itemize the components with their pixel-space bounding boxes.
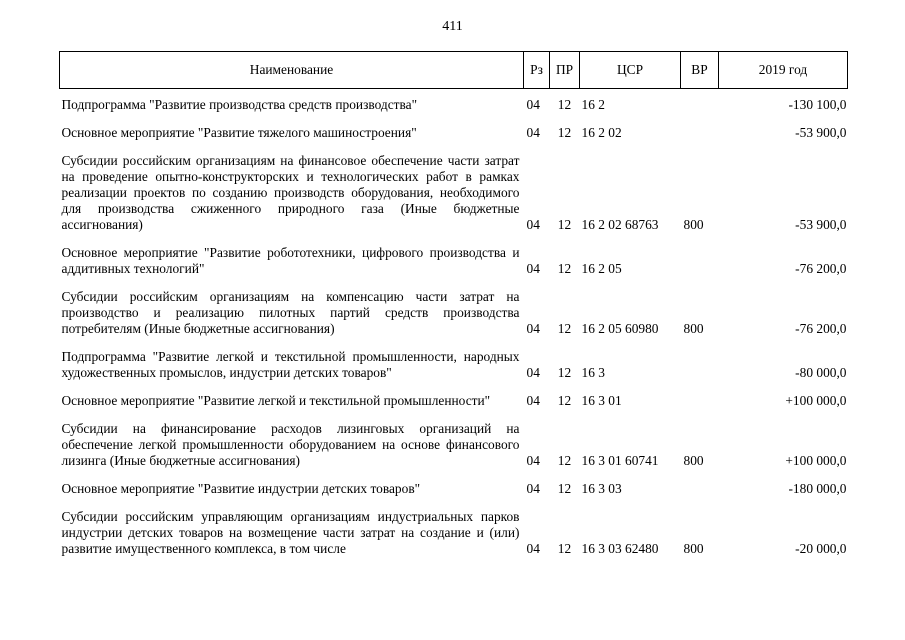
row-vr: 800 — [683, 321, 704, 336]
header-vr: ВР — [681, 52, 719, 89]
row-csr: 16 3 01 60741 — [581, 453, 659, 468]
row-amount: -130 100,0 — [788, 97, 847, 112]
row-vr: 800 — [683, 217, 704, 232]
table-row — [60, 116, 848, 144]
row-name: Субсидии российским организациям на финансовое обеспечение части затрат на проведение опытно-конструкторских и технологических работ в рамках реализации проектов по созданию производств оборудования, необходимого для производства сжиженного природного газа (Иные бюджетные ассигнования) — [61, 153, 520, 232]
budget-table — [59, 51, 848, 560]
page-number: 411 — [442, 19, 463, 34]
row-amount: -53 900,0 — [795, 125, 847, 140]
row-pr: 12 — [557, 541, 572, 556]
row-rz: 04 — [526, 321, 540, 336]
row-pr: 12 — [557, 261, 572, 276]
row-rz: 04 — [526, 393, 540, 408]
row-name: Основное мероприятие "Развитие легкой и текстильной промышленности" — [61, 393, 491, 408]
row-csr: 16 3 03 62480 — [581, 541, 659, 556]
row-pr: 12 — [557, 365, 572, 380]
row-name: Подпрограмма "Развитие легкой и текстильной промышленности, народных художественных промыслов, индустрии детских товаров" — [61, 349, 520, 380]
row-amount: -76 200,0 — [795, 261, 847, 276]
row-amount: -80 000,0 — [795, 365, 847, 380]
row-pr: 12 — [557, 97, 572, 112]
table-row — [60, 472, 848, 500]
table-row — [60, 280, 848, 340]
row-rz: 04 — [526, 217, 540, 232]
row-rz: 04 — [526, 261, 540, 276]
row-csr: 16 3 01 — [581, 393, 622, 408]
row-rz: 04 — [526, 125, 540, 140]
row-vr — [681, 236, 719, 280]
table-row — [60, 97, 848, 116]
row-pr: 12 — [557, 393, 572, 408]
row-name: Субсидии российским управляющим организациям индустриальных парков индустрии детских товаров на возмещение части затрат на создание и (или) развитие имущественного комплекса, в том числе — [61, 509, 520, 556]
table-row — [60, 412, 848, 472]
table-row — [60, 340, 848, 384]
row-csr: 16 2 05 — [581, 261, 622, 276]
row-amount: -76 200,0 — [795, 321, 847, 336]
row-amount: -53 900,0 — [795, 217, 847, 232]
table-header-row — [60, 52, 848, 89]
row-amount: +100 000,0 — [785, 453, 847, 468]
header-pr: ПР — [550, 52, 580, 89]
row-name: Основное мероприятие "Развитие индустрии детских товаров" — [61, 481, 421, 496]
table-row — [60, 500, 848, 560]
header-name: Наименование — [60, 52, 524, 89]
row-vr: 800 — [683, 541, 704, 556]
row-rz: 04 — [526, 365, 540, 380]
row-pr: 12 — [557, 481, 572, 496]
table-row — [60, 236, 848, 280]
row-name: Основное мероприятие "Развитие тяжелого машиностроения" — [61, 125, 417, 140]
row-vr: 800 — [683, 453, 704, 468]
row-vr — [681, 97, 719, 116]
row-vr — [681, 340, 719, 384]
header-csr: ЦСР — [580, 52, 681, 89]
table-row — [60, 144, 848, 236]
header-year: 2019 год — [719, 52, 848, 89]
row-csr: 16 3 03 — [581, 481, 622, 496]
row-pr: 12 — [557, 125, 572, 140]
row-rz: 04 — [526, 481, 540, 496]
row-pr: 12 — [557, 217, 572, 232]
row-name: Субсидии российским организациям на компенсацию части затрат на производство и реализацию пилотных партий средств производства потребителям (Иные бюджетные ассигнования) — [61, 289, 520, 336]
row-pr: 12 — [557, 453, 572, 468]
row-vr — [681, 472, 719, 500]
row-rz: 04 — [526, 453, 540, 468]
row-pr: 12 — [557, 321, 572, 336]
row-amount: +100 000,0 — [785, 393, 847, 408]
row-rz: 04 — [526, 541, 540, 556]
row-name: Подпрограмма "Развитие производства средств производства" — [61, 97, 418, 112]
row-vr — [681, 384, 719, 412]
row-name: Основное мероприятие "Развитие робототехники, цифрового производства и аддитивных технологий" — [61, 245, 520, 276]
row-csr: 16 2 05 60980 — [581, 321, 659, 336]
table-row — [60, 384, 848, 412]
row-csr: 16 2 02 68763 — [581, 217, 659, 232]
header-rz: Рз — [524, 52, 550, 89]
row-csr: 16 2 02 — [581, 125, 622, 140]
row-name: Субсидии на финансирование расходов лизинговых организаций на обеспечение легкой промышленности оборудованием на основе финансового лизинга (Иные бюджетные ассигнования) — [61, 421, 520, 468]
row-csr: 16 2 — [581, 97, 605, 112]
row-rz: 04 — [526, 97, 540, 112]
row-amount: -20 000,0 — [795, 541, 847, 556]
row-vr — [681, 116, 719, 144]
row-amount: -180 000,0 — [788, 481, 847, 496]
row-csr: 16 3 — [581, 365, 605, 380]
